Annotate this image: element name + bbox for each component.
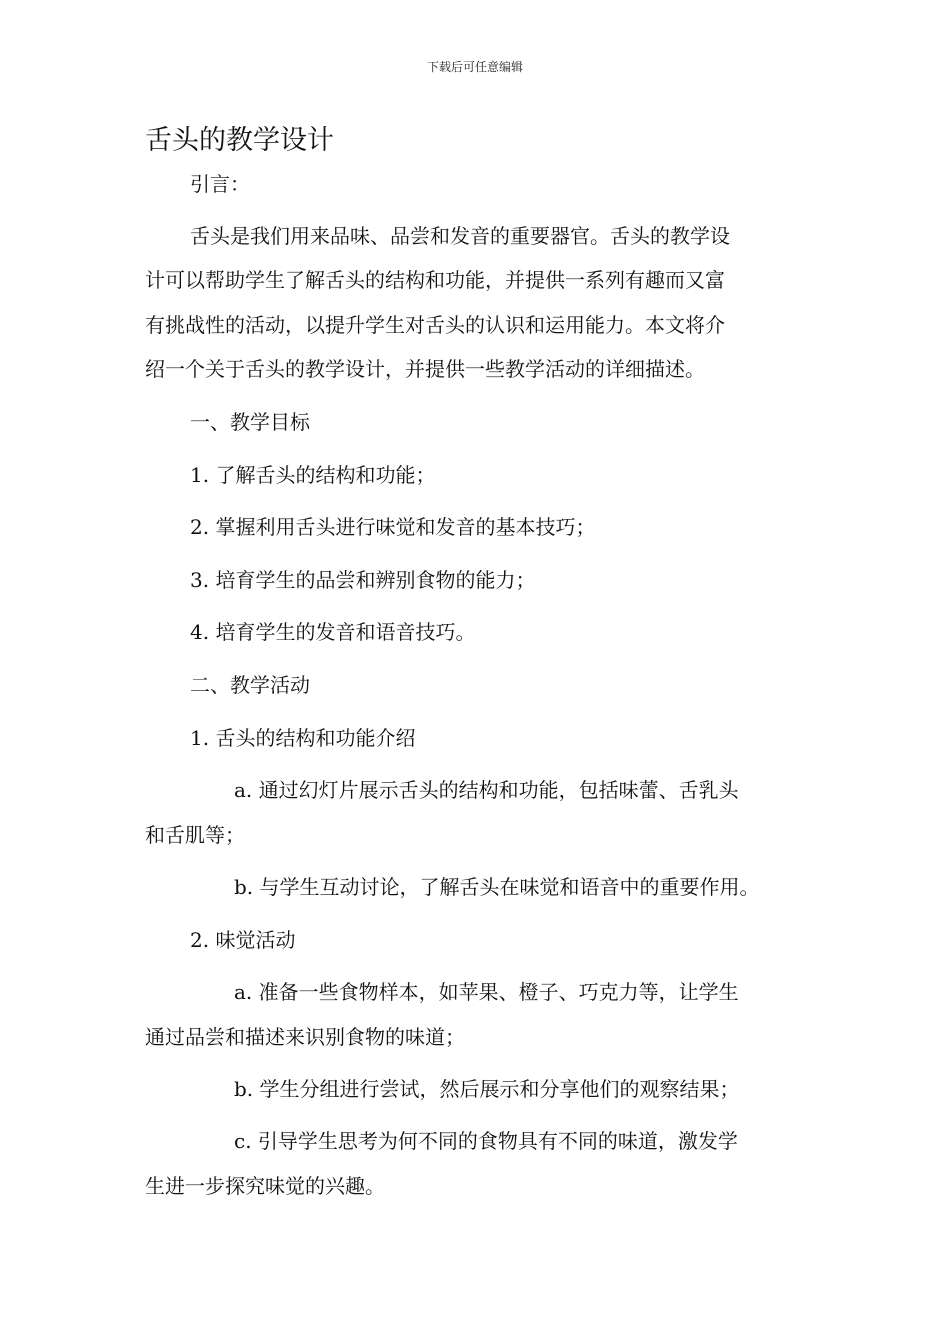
objective-item-1: 1. 了解舌头的结构和功能； <box>190 463 436 487</box>
activity1-a-line-2: 和舌肌等； <box>145 823 245 847</box>
activity2-b-line-1: b. 学生分组进行尝试，然后展示和分享他们的观察结果； <box>234 1077 740 1101</box>
objective-item-4: 4. 培育学生的发音和语音技巧。 <box>190 620 476 644</box>
intro-line-1: 舌头是我们用来品味、品尝和发音的重要器官。舌头的教学设 <box>190 224 730 248</box>
objective-item-2: 2. 掌握利用舌头进行味觉和发音的基本技巧； <box>190 515 596 539</box>
intro-heading: 引言： <box>190 172 250 196</box>
objective-item-3: 3. 培育学生的品尝和辨别食物的能力； <box>190 568 536 592</box>
activity2-a-line-2: 通过品尝和描述来识别食物的味道； <box>145 1025 465 1049</box>
intro-line-2: 计可以帮助学生了解舌头的结构和功能，并提供一系列有趣而又富 <box>145 268 725 292</box>
activity2-c-line-1: c. 引导学生思考为何不同的食物具有不同的味道，激发学 <box>234 1129 738 1153</box>
activity2-c-line-2: 生进一步探究味觉的兴趣。 <box>145 1174 385 1198</box>
activity2-a-line-1: a. 准备一些食物样本，如苹果、橙子、巧克力等，让学生 <box>234 980 739 1004</box>
document-title: 舌头的教学设计 <box>145 125 334 156</box>
intro-line-4: 绍一个关于舌头的教学设计，并提供一些教学活动的详细描述。 <box>145 357 705 381</box>
activity1-heading: 1. 舌头的结构和功能介绍 <box>190 726 416 750</box>
activity1-b-line-1: b. 与学生互动讨论，了解舌头在味觉和语音中的重要作用。 <box>234 875 760 899</box>
section2-heading: 二、教学活动 <box>190 673 310 697</box>
section1-heading: 一、教学目标 <box>190 410 310 434</box>
activity1-a-line-1: a. 通过幻灯片展示舌头的结构和功能，包括味蕾、舌乳头 <box>234 778 739 802</box>
header-note: 下载后可任意编辑 <box>426 60 523 74</box>
activity2-heading: 2. 味觉活动 <box>190 928 296 952</box>
intro-line-3: 有挑战性的活动，以提升学生对舌头的认识和运用能力。本文将介 <box>145 313 725 337</box>
